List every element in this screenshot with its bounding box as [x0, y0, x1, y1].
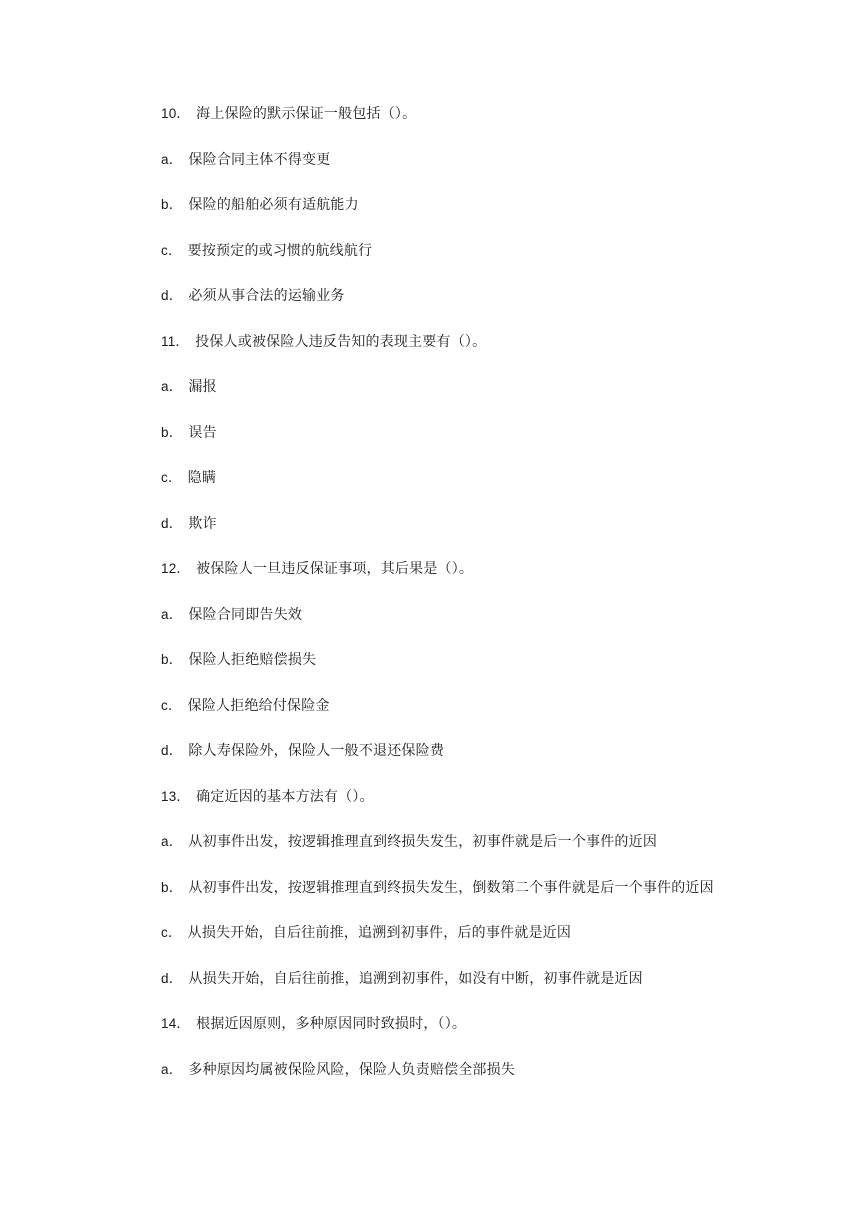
option-letter: b． [161, 197, 183, 212]
option-12-d [132, 740, 737, 762]
option-letter: a． [161, 606, 183, 622]
option-text: 从初事件出发，按逻辑推理直到终损失发生，初事件就是后一个事件的近因 [188, 834, 658, 850]
option-12-b [132, 649, 737, 671]
option-text: 除人寿保险外，保险人一般不退还保险费 [188, 743, 445, 759]
option-text: 误告 [188, 424, 217, 441]
option-12-a [132, 604, 737, 626]
question-11 [132, 331, 737, 353]
question-number: 12． [161, 561, 191, 576]
option-letter: c． [161, 925, 182, 940]
option-letter: a． [161, 379, 183, 394]
option-text: 从损失开始，自后往前推，追溯到初事件，如没有中断，初事件就是近因 [188, 970, 643, 987]
option-10-a [132, 149, 737, 171]
question-number: 10． [161, 106, 191, 121]
question-text: 确定近因的基本方法有（）。 [196, 788, 374, 805]
option-13-a [132, 831, 737, 853]
question-13 [132, 786, 737, 808]
option-text: 从初事件出发，按逻辑推理直到终损失发生，倒数第二个事件就是后一个事件的近因 [188, 879, 714, 896]
question-number: 13． [161, 788, 191, 804]
option-text: 保险人拒绝赔偿损失 [188, 652, 317, 668]
question-number: 14． [161, 1016, 191, 1031]
option-letter: d． [161, 515, 183, 531]
option-11-b [132, 422, 737, 444]
option-text: 漏报 [188, 379, 217, 395]
question-10 [132, 103, 737, 125]
option-text: 必须从事合法的运输业务 [188, 288, 345, 304]
question-14 [132, 1013, 737, 1035]
option-text: 保险合同主体不得变更 [188, 151, 331, 168]
option-13-c [132, 922, 737, 944]
option-letter: a． [161, 1061, 183, 1077]
option-letter: d． [161, 743, 183, 758]
option-letter: a． [161, 834, 183, 849]
option-11-a [132, 376, 737, 398]
option-text: 欺诈 [188, 515, 217, 532]
option-14-a [132, 1059, 737, 1081]
option-letter: c． [161, 470, 182, 485]
option-10-c [132, 240, 737, 262]
option-text: 要按预定的或习惯的航线航行 [187, 242, 373, 259]
question-text: 被保险人一旦违反保证事项，其后果是（）。 [196, 561, 474, 577]
option-text: 保险合同即告失效 [188, 606, 303, 623]
option-text: 多种原因均属被保险风险，保险人负责赔偿全部损失 [188, 1061, 516, 1078]
document-body [132, 103, 737, 1104]
option-10-d [132, 285, 737, 307]
option-letter: b． [161, 879, 183, 895]
question-text: 投保人或被保险人违反告知的表现主要有（）。 [195, 333, 487, 350]
option-text: 隐瞒 [187, 470, 217, 486]
option-13-d [132, 968, 737, 990]
option-letter: d． [161, 970, 183, 986]
question-text: 海上保险的默示保证一般包括（）。 [196, 106, 417, 122]
option-text: 从损失开始，自后往前推，追溯到初事件，后的事件就是近因 [187, 925, 572, 941]
question-12 [132, 558, 737, 580]
option-letter: c． [161, 697, 182, 713]
option-letter: b． [161, 424, 183, 440]
option-text: 保险人拒绝给付保险金 [187, 697, 330, 714]
option-11-d [132, 513, 737, 535]
option-letter: a． [161, 151, 183, 167]
option-10-b [132, 194, 737, 216]
option-12-c [132, 695, 737, 717]
option-letter: b． [161, 652, 183, 667]
option-text: 保险的船舶必须有适航能力 [188, 197, 359, 213]
option-13-b [132, 877, 737, 899]
question-number: 11． [161, 333, 190, 349]
option-letter: d． [161, 288, 183, 303]
option-letter: c． [161, 242, 182, 258]
question-text: 根据近因原则，多种原因同时致损时，（）。 [196, 1016, 467, 1032]
option-11-c [132, 467, 737, 489]
